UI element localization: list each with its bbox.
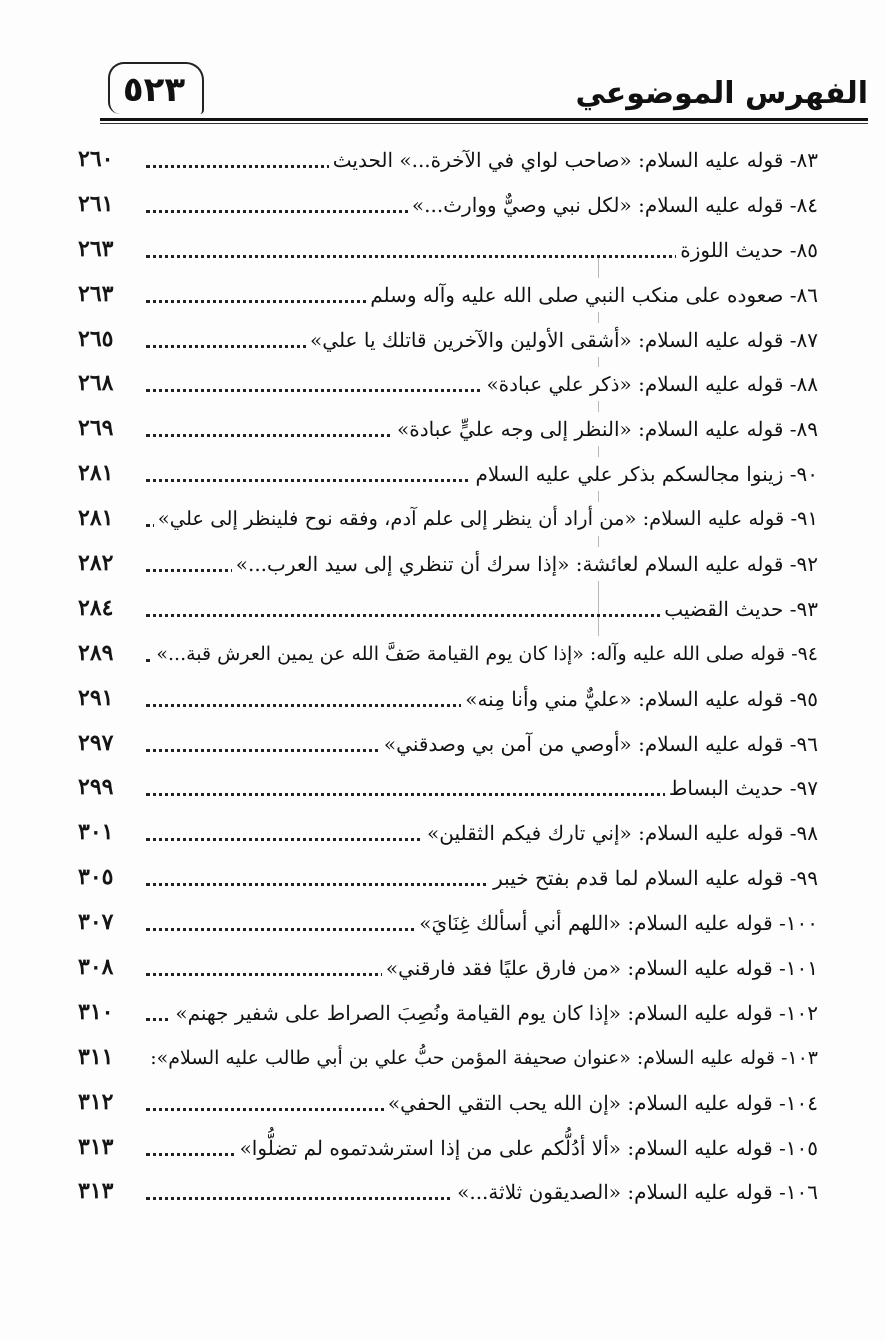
entry-page-number: ٢٦٠ [78,146,114,172]
index-entry [78,992,818,1037]
entry-title: ٩٦- قوله عليه السلام: «أوصي من آمن بي وصدقني» [380,727,818,761]
entry-title: ١٠٦- قوله عليه السلام: «الصديقون ثلاثة...» [453,1175,818,1209]
entry-page-number: ٣١٢ [78,1088,114,1115]
index-entry [78,274,818,319]
entry-page-number: ٢٨١ [78,505,114,532]
entry-page-number: ٢٩٩ [78,774,114,801]
index-entry [78,184,818,229]
entry-page-number: ٣٠٥ [78,864,114,891]
entry-page-number: ٣٠٨ [78,954,114,981]
index-entry [78,1171,818,1216]
entry-title: ٩٧- حديث البساط [665,771,818,805]
entry-title: ٩٩- قوله عليه السلام لما قدم بفتح خيبر [489,861,818,895]
entry-page-number: ٣٠١ [78,819,114,846]
entry-title: ١٠٤- قوله عليه السلام: «إن الله يحب التقي الحفي» [384,1086,818,1120]
entry-page-number: ٢٨٢ [78,550,114,577]
entry-page-number: ٣٠٧ [78,909,114,936]
index-entry [78,678,818,723]
index-entry [78,947,818,992]
index-entry [78,812,818,857]
page-number: ٥٢٣ [122,70,186,110]
entry-title: ٩١- قوله عليه السلام: «من أراد أن ينظر إلى علم آدم، وفقه نوح فلينظر إلى علي» [154,502,818,536]
index-entry [78,1127,818,1172]
entry-page-number: ٢٦٣ [78,280,114,307]
entry-title: ٨٣- قوله عليه السلام: «صاحب لواي في الآخرة...» الحديث [329,143,818,177]
entry-title: ١٠٣- قوله عليه السلام: «عنوان صحيفة المؤمن حبُّ علي بن أبي طالب عليه السلام»: [146,1041,818,1075]
entry-title: ٩٥- قوله عليه السلام: «عليٌّ مني وأنا مِنه» [461,682,818,716]
entry-page-number: ٢٦٨ [78,370,114,397]
entry-title: ١٠٢- قوله عليه السلام: «إذا كان يوم القيامة ونُصِبَ الصراط على شفير جهنم» [171,996,818,1030]
index-entry [78,902,818,947]
entry-title: ٩٠- زينوا مجالسكم بذكر علي عليه السلام [471,457,818,491]
entry-page-number: ٣١١ [78,1043,114,1070]
entry-page-number: ٢٦٩ [78,415,114,442]
entry-page-number: ٢٦٣ [78,235,114,262]
entry-title: ٨٨- قوله عليه السلام: «ذكر علي عبادة» [482,367,818,401]
entry-title: ١٠٠- قوله عليه السلام: «اللهم أني أسألك غِنَايَ» [415,906,818,940]
header-rule [100,118,868,121]
entry-page-number: ٢٨٩ [78,639,114,666]
index-entry [78,767,818,812]
entry-page-number: ٢٩٧ [78,729,114,756]
index-entry [78,319,818,364]
entry-title: ٩٢- قوله عليه السلام لعائشة: «إذا سرك أن تنظري إلى سيد العرب...» [232,547,818,581]
page-header [78,62,868,124]
entry-page-number: ٣١٠ [78,998,114,1025]
entry-page-number: ٢٦١ [78,190,114,217]
index-entry [78,498,818,543]
entry-title: ٩٤- قوله صلى الله عليه وآله: «إذا كان يوم القيامة صَفَّ الله عن يمين العرش قبة...» [152,637,818,671]
entry-page-number: ٣١٣ [78,1178,114,1205]
index-entry [78,453,818,498]
index-entry [78,408,818,453]
entry-page-number: ٢٦٥ [78,325,114,352]
entry-page-number: ٢٩١ [78,684,114,711]
entry-title: ٩٣- حديث القضيب [660,592,818,626]
entry-page-number: ٢٨٤ [78,594,114,621]
entry-title: ٨٤- قوله عليه السلام: «لكل نبي وصيٌّ ووارث...» [408,188,818,222]
entry-title: ٨٥- حديث اللوزة [676,233,818,267]
entry-title: ١٠٥- قوله عليه السلام: «ألا أدُلُّكم على من إذا استرشدتموه لم تضلُّوا» [236,1131,818,1165]
index-entry [78,139,818,184]
index-entries [78,139,818,1216]
index-entry [78,857,818,902]
entry-page-number: ٢٨١ [78,460,114,487]
header-rule-thin [100,123,868,124]
index-entry [78,588,818,633]
entry-title: ٨٦- صعوده على منكب النبي صلى الله عليه وآله وسلم [366,278,818,312]
index-entry [78,229,818,274]
entry-title: ٨٩- قوله عليه السلام: «النظر إلى وجه عليٍّ عبادة» [393,412,818,446]
index-entry [78,633,818,678]
index-entry [78,723,818,768]
index-entry [78,363,818,408]
entry-page-number: ٣١٣ [78,1133,114,1160]
index-entry [78,1082,818,1127]
entry-title: ١٠١- قوله عليه السلام: «من فارق عليًا فقد فارقني» [382,951,818,985]
index-entry [78,543,818,588]
page-title: الفهرس الموضوعي [575,76,868,111]
entry-title: ٩٨- قوله عليه السلام: «إني تارك فيكم الثقلين» [423,816,818,850]
index-entry [78,1037,818,1082]
entry-title: ٨٧- قوله عليه السلام: «أشقى الأولين والآخرين قاتلك يا علي» [306,323,818,357]
